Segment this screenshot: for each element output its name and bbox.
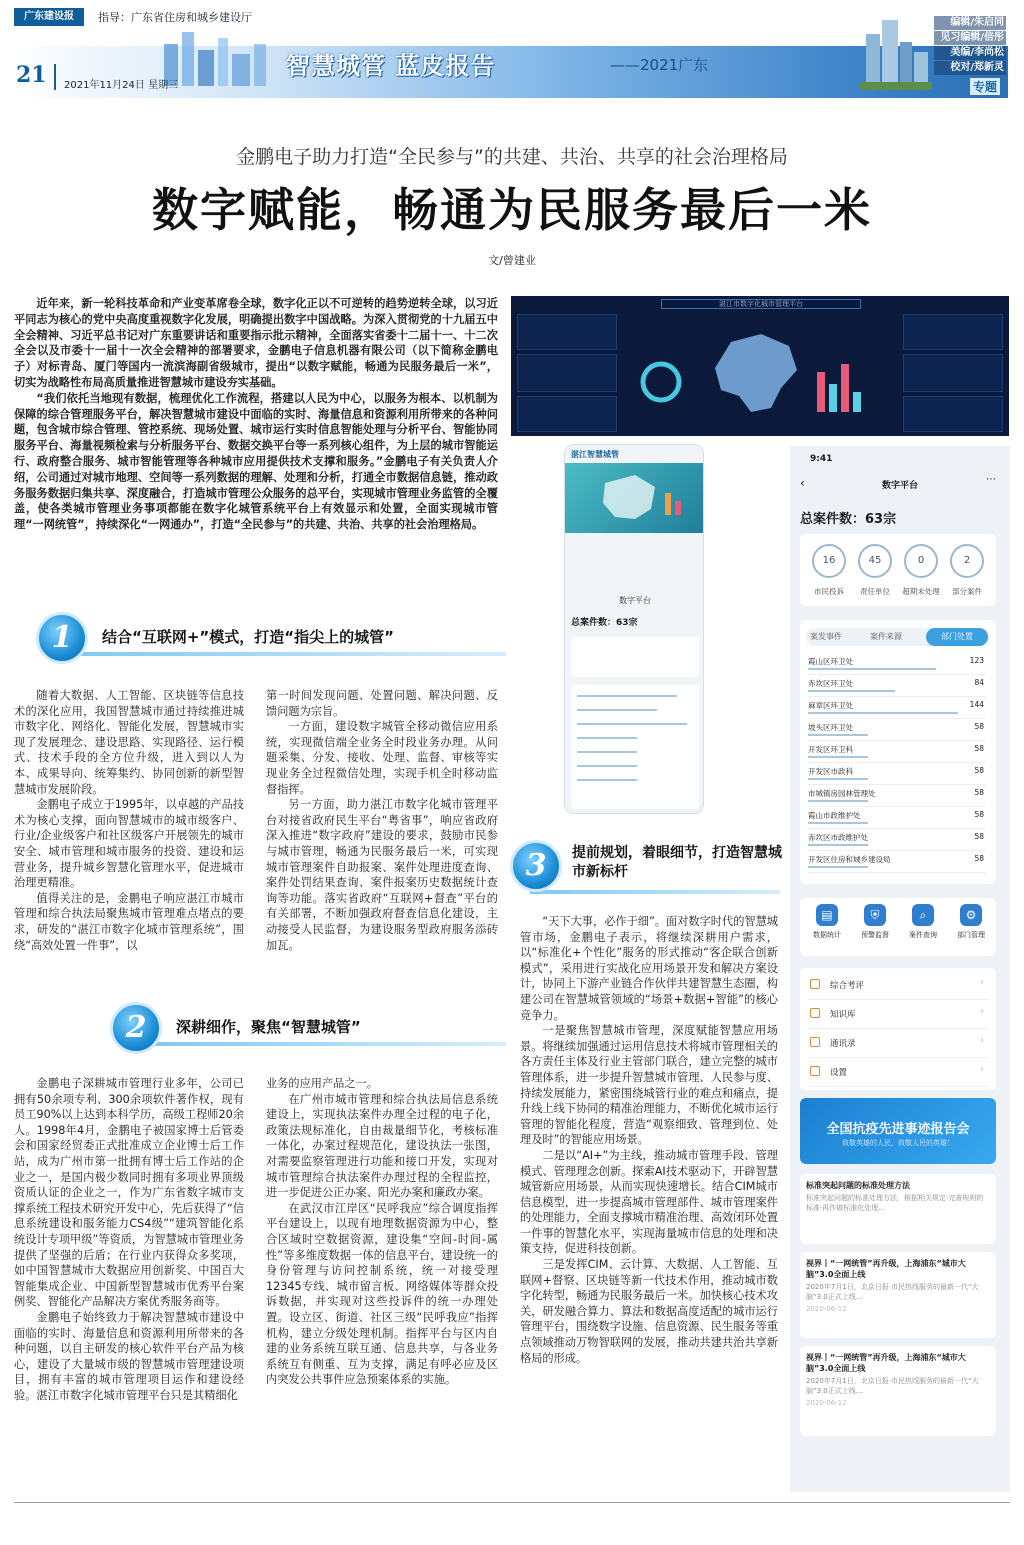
phone-total: 总案件数：63宗 — [571, 618, 638, 628]
body-paragraph: “天下大事，必作于细”。面对数字时代的智慧城管市场，金鹏电子表示，将继续深耕用户需求，以“标准化+个性化”服务的形式推动“客企联合创新模式”，采用进行实战化应用场景开发和解决方案设计，协同上下游产业链合作伙伴共建智慧生态圈，构建公司在智慧城管领域的“场景+数据+智能”的核心竞争力。 — [520, 915, 778, 1022]
section-2-col-2 — [266, 1076, 498, 1388]
department-count: 58 — [974, 766, 984, 775]
editor-line: 美编/李尚松 — [934, 46, 1006, 60]
stat-label: 部分案件 — [952, 587, 982, 596]
menu-item[interactable] — [808, 1001, 988, 1029]
section-1-col-2 — [266, 688, 498, 953]
department-name: 坡头区环卫处 — [808, 723, 853, 732]
chevron-right-icon: › — [980, 1006, 984, 1017]
department-name: 赤坎区环卫处 — [808, 679, 853, 688]
column-title: 智慧城管 蓝皮报告 — [286, 52, 496, 80]
news-snippet: 2020年7月1日，北京日报·市民热线服务的最新一代“大脑”3.0正式上线... — [806, 1377, 979, 1395]
newspaper-tag: 广东建设报 — [14, 8, 84, 26]
department-row[interactable] — [808, 676, 986, 697]
department-name: 霞山区环卫处 — [808, 657, 853, 666]
news-headline: 视界丨“一网统管”再升级，上海浦东“城市大脑”3.0全面上线 — [806, 1353, 966, 1373]
department-bar — [808, 800, 868, 802]
department-row[interactable] — [808, 698, 986, 719]
body-paragraph: 在广州市城市管理和综合执法局信息系统建设上，实现执法案件办理全过程的电子化，政策法规标准化，自由裁量细节化，考核标准一体化，办案过程规范化，建设执法一张图，对需要监察管理进行功能和接口开发，实现对城市管理综合执法案件办理过程的全程监控，进一步促进公正办案、阳光办案和廉政办案。 — [266, 1092, 498, 1200]
menu-label: 通讯录 — [830, 1039, 856, 1049]
editor-credits — [934, 16, 1006, 76]
menu-icon — [810, 1066, 820, 1076]
tab-department[interactable]: 部门处置 — [926, 628, 988, 646]
quick-action-label: 部门管理 — [957, 931, 985, 939]
department-row[interactable] — [808, 830, 986, 851]
stat-ring: 16 — [812, 544, 846, 578]
department-name: 开发区市政科 — [808, 767, 853, 776]
menu-card — [800, 968, 996, 1090]
guide-text: 指导：广东省住房和城乡建设厅 — [98, 11, 252, 24]
menu-item[interactable] — [808, 1030, 988, 1058]
section-number: 1 — [36, 612, 88, 664]
column-subtitle: ——2021广东 — [610, 56, 709, 74]
department-bar — [808, 866, 868, 868]
banner-subtitle: 致敬英雄的人民，致敬人民的英雄！ — [842, 1139, 954, 1147]
department-name: 麻章区环卫处 — [808, 701, 853, 710]
body-paragraph: 三是发挥CIM、云计算、大数据、人工智能、互联网+督察、区块链等新一代技术作用，推动城市数字化转型，畅通为民服务最后一米。加快核心技术攻关，研发融合算力、算法和数据高度适配的城市运行管理平台，围绕数字设施、信息资源、民生服务等重点领域推动万物智联网的发展，推动共建共治共享新格局的形成。 — [520, 1258, 778, 1365]
menu-label: 知识库 — [830, 1010, 856, 1020]
news-date: 2020-06-12 — [806, 1399, 847, 1407]
news-snippet: 标准突起问题的标准处理方法，根据相关规定·完善规则的标准·再作做标准化处理... — [806, 1194, 984, 1212]
department-name: 开发区住房和城乡建设局 — [808, 855, 891, 864]
department-bar — [808, 822, 868, 824]
department-bar — [808, 778, 868, 780]
chevron-right-icon: › — [980, 977, 984, 988]
body-paragraph: 二是以“AI+”为主线，推动城市管理手段、管理模式、管理理念创新。探索AI技术驱动下，开辟智慧城管新应用场景，从而实现快速增长。结合CIM城市信息模型，进一步提高城市管理部件、城市管理案件的处理能力，全面支撑城市精准治理、高效闭环处置一件事的智慧化水平，实现海量城市信息的处理和决策支持，促进科技创新。 — [520, 1148, 778, 1256]
quick-action-label: 案件查询 — [909, 931, 937, 939]
page-number: 21 — [16, 62, 47, 88]
menu-item[interactable] — [808, 972, 988, 1000]
news-item[interactable] — [800, 1252, 996, 1338]
phone-screen-title: 数字平台 — [619, 596, 651, 605]
banner[interactable] — [800, 1098, 996, 1164]
dashboard-title: 湛江市数字化城市管理平台 — [661, 299, 861, 309]
news-item[interactable] — [800, 1346, 996, 1436]
department-name: 赤坎区市政维护处 — [808, 833, 868, 842]
department-row[interactable] — [808, 808, 986, 829]
phone-screen-title: 数字平台 — [881, 481, 918, 491]
subheadline: 金鹏电子助力打造“全民参与”的共建、共治、共享的社会治理格局 — [236, 146, 788, 168]
menu-label: 设置 — [830, 1068, 848, 1078]
stats-card — [800, 534, 996, 606]
phone-app-title: 湛江智慧城管 — [571, 450, 619, 459]
building-graphic — [856, 12, 936, 92]
quick-action-shield[interactable] — [852, 904, 898, 940]
chart-icon: ▤ — [816, 904, 838, 926]
stat-ring: 45 — [858, 544, 892, 578]
section-number: 2 — [110, 1002, 162, 1054]
department-row[interactable] — [808, 764, 986, 785]
section-title: 深耕细作，聚焦“智慧城管” — [176, 1018, 361, 1036]
department-row[interactable] — [808, 654, 986, 675]
department-row[interactable] — [808, 720, 986, 741]
banner-title: 全国抗疫先进事迹报告会 — [826, 1122, 970, 1137]
dashboard-screenshot — [511, 296, 1009, 436]
section-number: 3 — [510, 840, 562, 892]
department-count: 144 — [969, 700, 984, 709]
quick-action-gear[interactable] — [948, 904, 994, 940]
more-icon[interactable]: ⋯ — [986, 474, 996, 485]
total-cases: 总案件数：63宗 — [800, 512, 897, 527]
news-item[interactable] — [800, 1174, 996, 1244]
section-3-col — [520, 914, 778, 1366]
department-bar — [808, 712, 958, 714]
headline: 数字赋能，畅通为民服务最后一米 — [152, 183, 872, 237]
phone-mockup-small — [564, 444, 704, 814]
department-count: 58 — [974, 854, 984, 863]
chevron-right-icon: › — [980, 1064, 984, 1075]
department-name: 霞山市政维护处 — [808, 811, 861, 820]
stat-ring: 0 — [904, 544, 938, 578]
stat-label: 市民投诉 — [814, 587, 844, 596]
section-label: 专题 — [970, 78, 1000, 95]
body-paragraph: 金鹏电子深耕城市管理行业多年，公司已拥有50余项专利、300余项软件著作权，现有员工90%以上达到本科学历，高级工程师20余人。1998年4月，金鹏电子被国家博士后管委会和国家经贸委正式批准成立企业博士后工作站，成为广州市第一批拥有博士后工作站的企业之一，是国内极少数同时拥有多项业界顶级资质认证的企业之一，作为广东省数字城市支撑系统工程技术研究开发中心，先后获得了“信息系统建设和服务能力CS4级”“建筑智能化系统设计专项甲级”等资质，为智慧城市管理业务提供了坚强的后盾；在行业内获得众多奖项，如中国智慧城市大数据应用创新奖、中国百大智能集成企业、中国新型智慧城市优秀平台案例奖、智能化产品解决方案优秀服务商等。 — [14, 1077, 244, 1309]
department-bar — [808, 844, 868, 846]
body-paragraph: 一方面，建设数字城管全移动微信应用系统，实现微信端全业务全时段业务办理。从问题采集、分发、接收、处理、监督、审核等实现业务全过程微信处理，实现手机全时移动监督指挥。 — [266, 720, 498, 796]
editor-line: 见习编辑/倍彤 — [934, 31, 1006, 45]
department-count: 84 — [974, 678, 984, 687]
body-paragraph: 金鹏电子始终致力于解决智慧城市建设中面临的实时、海量信息和资源利用所带来的各种问题，以自主研发的核心软件平台产品为核心，建设了大量城市级的智慧城市管理建设项目，拥有丰富的城市管理项目运作和建设经验。湛江市数字化城市管理平台只是其精细化 — [14, 1310, 244, 1402]
byline: 文/曾建业 — [488, 254, 536, 267]
news-headline: 标准突起问题的标准处理方法 — [806, 1181, 910, 1190]
section-heading-1 — [36, 612, 510, 668]
department-row[interactable] — [808, 786, 986, 807]
body-paragraph: 业务的应用产品之一。 — [266, 1077, 378, 1090]
quick-action-label: 预警监督 — [861, 931, 889, 939]
department-row[interactable] — [808, 852, 986, 873]
map-graphic — [621, 312, 901, 434]
stat-ring: 2 — [950, 544, 984, 578]
section-title: 结合“互联网+”模式，打造“指尖上的城管” — [102, 628, 395, 646]
intro-paragraph: 近年来，新一轮科技革命和产业变革席卷全球，数字化正以不可逆转的趋势逆转全球，以习近平同志为核心的党中央高度重视数字化发展，明确提出数字中国战略。为深入贯彻党的十九届五中全会精神、习近平总书记对广东重要讲话和重要指示批示精神，全面落实省委十二届十一、十二次全会以及市委十一届十一次全会精神的部署要求，金鹏电子信息机器有限公司（以下简称金鹏电子）对标青岛、厦门等国内一流滨海副省级城市，提出“以数字赋能，畅通为民服务最后一米”，切实为战略性布局高质量推进智慧城市建设夯实基础。 — [14, 297, 498, 389]
department-name: 开发区环卫科 — [808, 745, 853, 754]
section-heading-2 — [110, 1002, 510, 1058]
department-count: 58 — [974, 744, 984, 753]
department-count: 58 — [974, 722, 984, 731]
menu-icon — [810, 1037, 820, 1047]
back-icon[interactable]: ‹ — [800, 476, 805, 490]
department-bar — [808, 734, 868, 736]
menu-label: 综合考评 — [830, 981, 865, 991]
search-icon: ⌕ — [912, 904, 934, 926]
department-bar — [808, 668, 936, 670]
section-1-col-1 — [14, 688, 244, 953]
body-paragraph: 值得关注的是，金鹏电子响应湛江市城市管理和综合执法局聚焦城市管理难点堵点的要求，研发的“湛江市数字化城市管理系统”，围绕“高效处置一件事”，以 — [14, 891, 244, 952]
intro-paragraph: “我们依托当地现有数据，梳理优化工作流程，搭建以人民为中心，以服务为根本、以机制为保障的综合管理服务平台，解决智慧城市建设中面临的实时、海量信息和资源利用所带来的各种问题，包含城市综合管理、管控系统、现场处置、城市运行实时信息智能处理与分析平台、智能协同服务平台、海量视频检索与分析服务平台、数据交换平台等一系列核心组件，为上层的城市智能运行、政府整合服务、城市智能管理等各种城市应用提供技术支撑和服务。”金鹏电子有关负责人介绍，公司通过对城市地理、空间等一系列数据的理解、处理和分析，打通全市数据信息链，推动政务服务数据归集共享、深度融合，打造城市管理公众服务的总平台，实现城市管理业务监管的全覆盖，使各类城市管理业务事项都能在数字化城管系统平台上有效显示和处置，全面实现城市管理“一网统管”，持续深化“一网通办”，打造“全民参与”的共建、共治、共享的社会治理格局。 — [14, 391, 498, 532]
phone-mockup-large — [790, 446, 1010, 1492]
bottom-rule — [14, 1502, 1010, 1503]
gear-icon: ⚙ — [960, 904, 982, 926]
shield-icon: ⛨ — [864, 904, 886, 926]
section-heading-3 — [510, 840, 782, 900]
quick-action-search[interactable] — [900, 904, 946, 940]
editor-line: 校对/郑新灵 — [934, 61, 1006, 75]
menu-item[interactable] — [808, 1059, 988, 1087]
body-paragraph: 在武汉市江岸区“民呼我应”综合调度指挥平台建设上，以现有地理数据资源为中心，整合区域时空数据资源，建设集“空间-时间-属性”等多维度数据一体的信息平台，建设统一的身份管理与访问控制系统，统一对接受理12345专线、城市留言板、网络媒体等群众投诉数据，并实现对这些投诉件的统一办理处置。设立区、街道、社区三级“民呼我应”指挥机构，建立分级处理机制。指挥平台与区内自建的业务系统互联互通、信息共享，与各业务系统互有侧重、互为支撑，满足有呼必应及区内突发公共事件应急预案体系的实施。 — [266, 1201, 498, 1387]
stat-label: 责任单位 — [860, 587, 890, 596]
editor-line: 编辑/朱启同 — [934, 16, 1006, 30]
tab-source[interactable]: 案件来源 — [870, 632, 902, 641]
news-snippet: 2020年7月1日，北京日报·市民热线服务的最新一代“大脑”3.0正式上线... — [806, 1283, 979, 1301]
department-bar — [808, 756, 868, 758]
section-2-col-1 — [14, 1076, 244, 1403]
department-name: 市城镇房园林管理处 — [808, 789, 876, 798]
stat-label: 超期未处理 — [902, 587, 940, 596]
department-count: 58 — [974, 788, 984, 797]
department-count: 58 — [974, 832, 984, 841]
department-card — [800, 620, 996, 884]
quick-actions — [800, 898, 996, 956]
phone-map-panel — [565, 463, 704, 533]
department-bar — [808, 690, 895, 692]
body-paragraph: 第一时间发现问题、处置问题、解决问题、反馈问题为宗旨。 — [266, 689, 498, 718]
intro-text — [14, 296, 498, 533]
page-header — [14, 8, 1008, 98]
department-count: 58 — [974, 810, 984, 819]
tab-cases[interactable]: 案发事件 — [810, 632, 842, 641]
quick-action-label: 数据统计 — [813, 931, 841, 939]
quick-action-chart[interactable] — [804, 904, 850, 940]
body-paragraph: 一是聚焦智慧城市管理，深度赋能智慧应用场景。将继续加强通过运用信息技术将城市管理相关的各方责任主体及行业主管部门联合，建立完整的城市管理体系，进一步提升智慧城市管理、人民参与度、持续发展能力，紧密围绕城管行业的难点和痛点，提升线上线下协同的精准治理能力，不断优化城市运行管理的智能化程度，营造“观察细致、管理到位、处理及时”的智能应用场景。 — [520, 1024, 778, 1147]
menu-icon — [810, 1008, 820, 1018]
chevron-right-icon: › — [980, 1035, 984, 1046]
body-paragraph: 随着大数据、人工智能、区块链等信息技术的深化应用，我国智慧城市通过持续推进城市数字化、网络化、智能化发展，智慧城市实现了发展理念、建设思路、实现路径、运行模式、技术手段的全方位升级，进入到以人为本、成果导向、统筹集约、协同创新的新型智慧城市发展阶段。 — [14, 689, 244, 796]
news-headline: 视界丨“一网统管”再升级，上海浦东“城市大脑”3.0全面上线 — [806, 1259, 966, 1279]
issue-date: 2021年11月24日 星期三 — [64, 80, 179, 91]
section-title: 提前规划，着眼细节，打造智慧城市新标杆 — [572, 845, 782, 880]
department-row[interactable] — [808, 742, 986, 763]
status-time: 9:41 — [810, 454, 833, 464]
body-paragraph: 另一方面，助力湛江市数字化城市管理平台对接省政府民生平台“粤省事”，响应省政府深入推进“数字政府”建设的要求，鼓励市民参与城市管理，畅通为民服务最后一米，可实现城市管理案件自助报案、案件处理进度查询、案件处罚结果查询、案件报案历史数据统计查询等功能。落实省政府“互联网+督查”平台的有关部署，不断加强政府督查信息化建设，主动接受人民监督，为建设服务型政府服务添砖加瓦。 — [266, 798, 498, 952]
department-count: 123 — [969, 656, 984, 665]
news-date: 2020-06-12 — [806, 1305, 847, 1313]
body-paragraph: 金鹏电子成立于1995年，以卓越的产品技术为核心支撑，面向智慧城市的城市级客户、行业/企业级客户和社区级客户开展领先的城市安全、城市管理和城市服务的投资、建设和运营业务，提升城乡智慧化管理水平，促进城市治理更精准。 — [14, 798, 244, 890]
menu-icon — [810, 979, 820, 989]
